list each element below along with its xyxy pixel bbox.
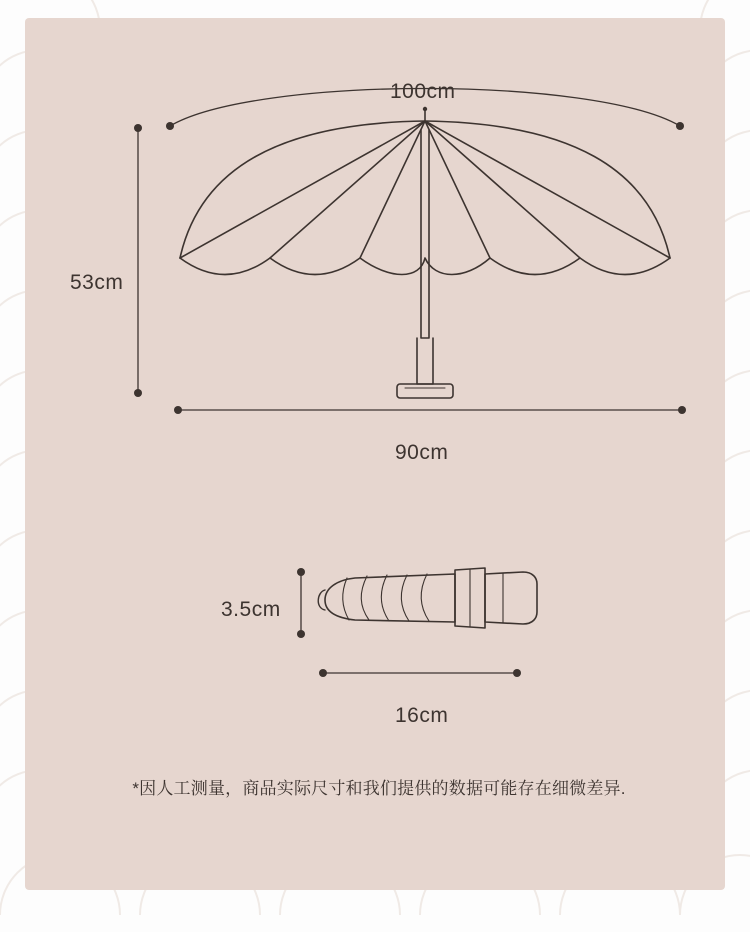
dimension-dot [678,406,686,414]
dimension-dot [174,406,182,414]
label-open-height: 53cm [70,271,124,294]
open-umbrella-drawing [180,107,670,398]
dimension-dot [297,630,305,638]
label-open-bottom-width: 90cm [395,441,449,464]
label-open-top-width: 100cm [390,80,456,103]
dimension-dot [513,669,521,677]
dimension-dot [676,122,684,130]
label-folded-width: 16cm [395,704,449,727]
dimension-dot [166,122,174,130]
measurement-disclaimer-note: *因人工测量，商品实际尺寸和我们提供的数据可能存在细微差异. [132,779,626,798]
dimension-dot [319,669,327,677]
umbrella-diagram-illustration [25,18,725,890]
dimension-dot [297,568,305,576]
umbrella-diagram-card [25,18,725,890]
dimension-dot [134,389,142,397]
dimension-dot [134,124,142,132]
folded-umbrella-drawing [318,568,537,628]
label-folded-height: 3.5cm [221,598,281,621]
